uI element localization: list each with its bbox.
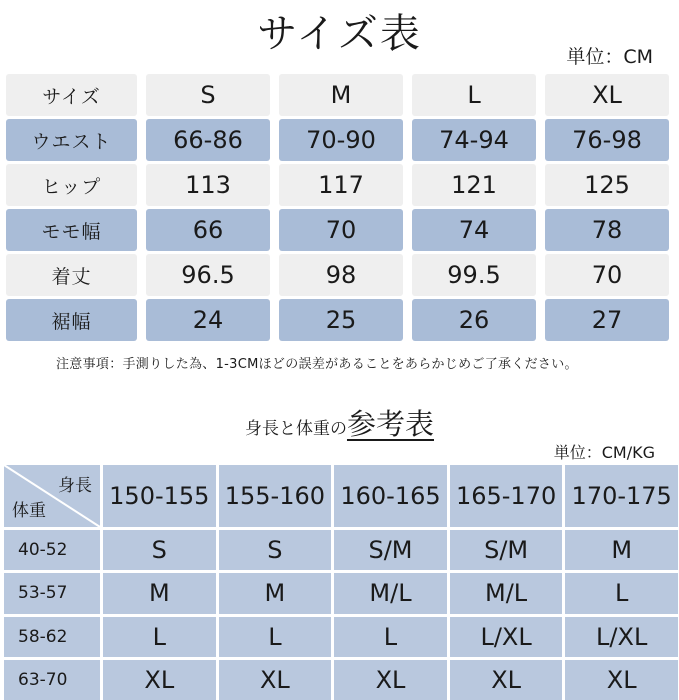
table-cell: 66-86 <box>146 119 270 161</box>
table-cell: L <box>334 617 447 657</box>
table-cell: S/M <box>334 530 447 570</box>
corner-header <box>4 465 100 527</box>
table-cell: L <box>103 617 216 657</box>
table-cell: M <box>103 573 216 613</box>
table-cell: L/XL <box>565 617 678 657</box>
reference-title <box>0 402 679 443</box>
notice-text: 注意事項：手測りした為、1-3CMほどの誤差があることをあらかじめご了承ください。 <box>56 357 578 372</box>
table-cell: 26 <box>412 299 536 341</box>
row-label-waist: ウエスト <box>6 119 137 161</box>
page-title: サイズ表 <box>257 11 422 57</box>
table-cell: 66 <box>146 209 270 251</box>
table-cell: 117 <box>279 164 403 206</box>
table-cell: XL <box>450 660 563 700</box>
weight-header: 53-57 <box>4 573 100 613</box>
size-table <box>6 74 674 341</box>
table-cell: 113 <box>146 164 270 206</box>
table-cell: 70 <box>545 254 669 296</box>
table-cell: XL <box>219 660 332 700</box>
table-cell: 121 <box>412 164 536 206</box>
height-header: 165-170 <box>450 465 563 527</box>
size-header-label: サイズ <box>6 74 137 116</box>
table-cell: L <box>565 573 678 613</box>
size-header-s: S <box>146 74 270 116</box>
table-cell: S <box>103 530 216 570</box>
table-cell: XL <box>334 660 447 700</box>
height-header: 155-160 <box>219 465 332 527</box>
corner-weight-label: 体重 <box>12 501 46 521</box>
table-cell: M/L <box>450 573 563 613</box>
table-cell: 125 <box>545 164 669 206</box>
weight-header: 40-52 <box>4 530 100 570</box>
table-cell: 96.5 <box>146 254 270 296</box>
table-cell: L <box>219 617 332 657</box>
table-cell: 99.5 <box>412 254 536 296</box>
height-header: 160-165 <box>334 465 447 527</box>
reference-title-big: 参考表 <box>346 407 434 441</box>
table-cell: 74 <box>412 209 536 251</box>
table-cell: 78 <box>545 209 669 251</box>
table-cell: S <box>219 530 332 570</box>
row-label-hip: ヒップ <box>6 164 137 206</box>
reference-unit-label: 単位：CM/KG <box>553 443 655 462</box>
table-cell: XL <box>103 660 216 700</box>
table-cell: 76-98 <box>545 119 669 161</box>
weight-header: 58-62 <box>4 617 100 657</box>
row-label-hem: 裾幅 <box>6 299 137 341</box>
size-header-l: L <box>412 74 536 116</box>
size-unit-label: 単位：CM <box>566 46 653 68</box>
reference-table <box>4 465 678 700</box>
table-cell: 70 <box>279 209 403 251</box>
height-header: 170-175 <box>565 465 678 527</box>
height-header: 150-155 <box>103 465 216 527</box>
table-cell: 27 <box>545 299 669 341</box>
table-cell: 24 <box>146 299 270 341</box>
table-cell: L/XL <box>450 617 563 657</box>
table-cell: XL <box>565 660 678 700</box>
weight-header: 63-70 <box>4 660 100 700</box>
table-cell: 70-90 <box>279 119 403 161</box>
corner-height-label: 身長 <box>58 476 92 496</box>
table-cell: M <box>565 530 678 570</box>
table-cell: 98 <box>279 254 403 296</box>
size-header-xl: XL <box>545 74 669 116</box>
row-label-length: 着丈 <box>6 254 137 296</box>
table-cell: M <box>219 573 332 613</box>
size-header-m: M <box>279 74 403 116</box>
table-cell: 74-94 <box>412 119 536 161</box>
table-cell: S/M <box>450 530 563 570</box>
table-cell: 25 <box>279 299 403 341</box>
reference-title-small: 身長と体重の <box>244 419 347 439</box>
row-label-thigh: モモ幅 <box>6 209 137 251</box>
table-cell: M/L <box>334 573 447 613</box>
